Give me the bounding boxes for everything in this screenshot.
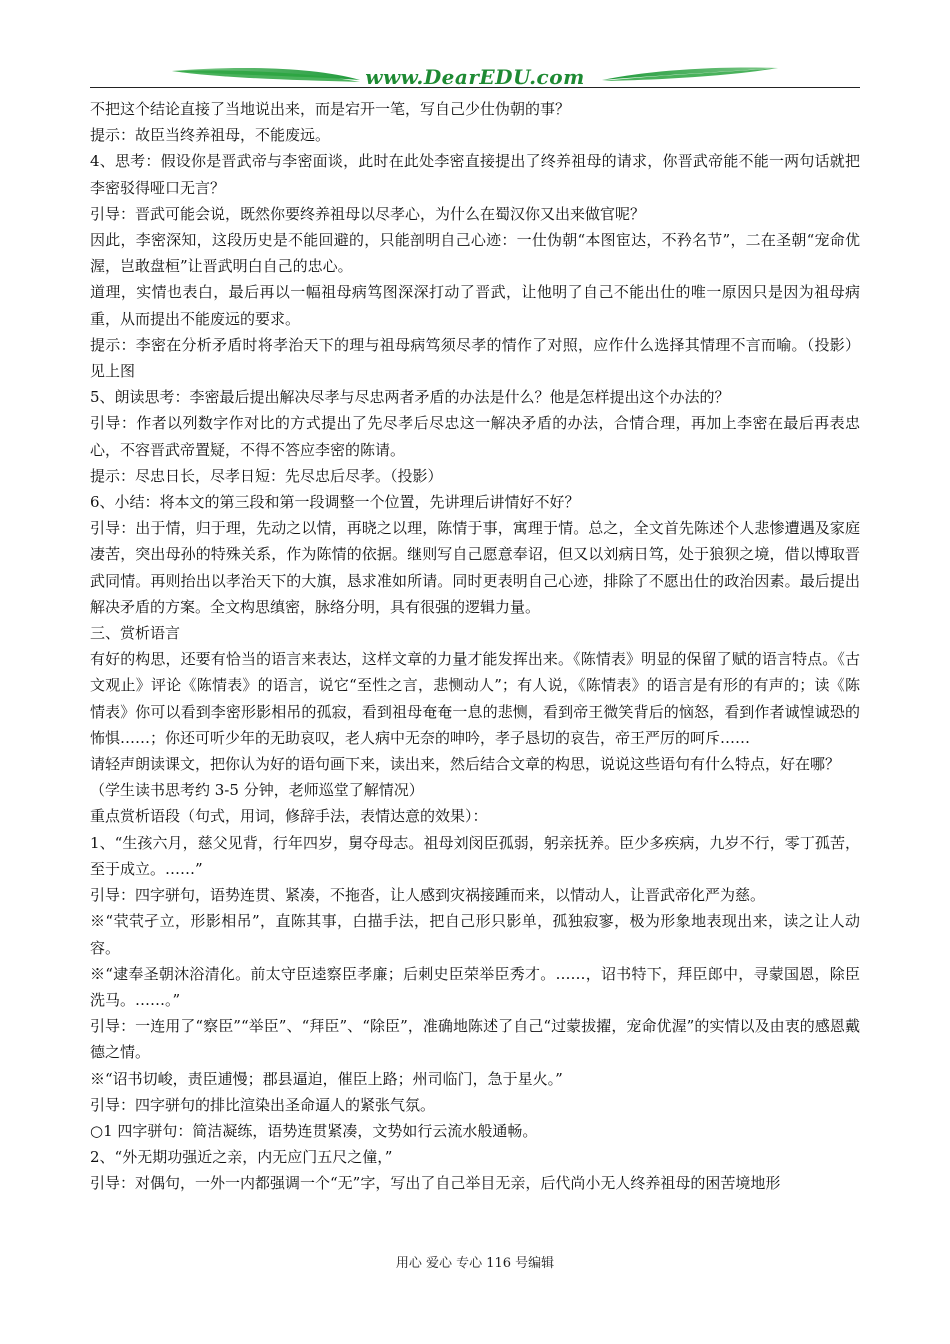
paragraph: 请轻声朗读课文，把你认为好的语句画下来，读出来，然后结合文章的构思，说说这些语句有什么特点，好在哪？ [90,755,841,774]
paragraph: 因此，李密深知，这段历史是不能回避的，只能剖明自己心迹：一仕伪朝“本图宦达，不矜名节”，二在圣朝“宠命优渥，岂敢盘桓”让晋武明白自己的忠心。 [90,231,860,276]
paragraph: 引导：四字骈句的排比渲染出圣命逼人的紧张气氛。 [90,1095,436,1114]
paragraph: 引导：对偶句，一外一内都强调一个“无”字，写出了自己举目无亲，后代尚小无人终养祖母的困苦境地形 [90,1174,781,1193]
paragraph: 2、“外无期功强近之亲，内无应门五尺之僮，” [90,1148,393,1167]
site-url-logo-text: www.DearEDU.com [365,65,585,89]
paragraph: 提示：故臣当终养祖母，不能废远。 [90,126,331,145]
paragraph: ※“逮奉圣朝沐浴清化。前太守臣逵察臣孝廉；后刺史臣荣举臣秀才。……，诏书特下，拜臣郎中，寻蒙国恩，除臣洗马。……。” [90,964,860,1009]
paragraph: 5、朗读思考：李密最后提出解决尽孝与尽忠两者矛盾的办法是什么？他是怎样提出这个办法的？ [90,388,730,407]
paragraph: 提示：李密在分析矛盾时将孝治天下的理与祖母病笃须尽孝的情作了对照，应作什么选择其情理不言而喻。（投影）见上图 [90,335,860,381]
paragraph: 重点赏析语段（句式，用词，修辞手法，表情达意的效果）： [90,807,488,826]
paragraph: 1、“生孩六月，慈父见背，行年四岁，舅夺母志。祖母刘闵臣孤弱，躬亲抚养。臣少多疾病，九岁不行，零丁孤苦，至于成立。……” [90,833,860,878]
paragraph: 引导：作者以列数字作对比的方式提出了先尽孝后尽忠这一解决矛盾的办法，合情合理，再加上李密在最后再表忠心，不容晋武帝置疑，不得不答应李密的陈请。 [90,414,860,459]
paragraph: ※“诏书切峻，责臣逋慢；郡县逼迫，催臣上路；州司临门，急于星火。” [90,1069,563,1088]
paragraph: 有好的构思，还要有恰当的语言来表达，这样文章的力量才能发挥出来。《陈情表》明显的保留了赋的语言特点。《古文观止》评论《陈情表》的语言，说它“至性之言，悲恻动人”；有人说，《陈情表》的语言是有形的有声的；读《陈情表》你可以看到李密形影相吊的孤寂，看到祖母奄奄一息的悲恻，看到帝王微笑背后的恼怒，看到作者诚惶诚恐的怖惧……；你还可听少年的无助哀叹，老人病中无奈的呻吟，孝子恳切的哀告，帝王严厉的呵斥…… [90,650,860,747]
paragraph: ○1 四字骈句：简洁凝练，语势连贯紧凑，文势如行云流水般通畅。 [90,1121,538,1140]
paragraph: 道理，实情也表白，最后再以一幅祖母病笃图深深打动了晋武，让他明了自己不能出仕的唯一原因只是因为祖母病重，从而提出不能废远的要求。 [90,283,860,328]
section-heading: 三、赏析语言 [90,624,181,643]
header-rule [90,87,860,88]
paragraph: 4、思考：假设你是晋武帝与李密面谈，此时在此处李密直接提出了终养祖母的请求，你晋武帝能不能一两句话就把李密驳得哑口无言？ [90,152,860,197]
paragraph: 引导：出于情，归于理，先动之以情，再晓之以理，陈情于事，寓理于情。总之，全文首先陈述个人悲惨遭遇及家庭凄苦，突出母孙的特殊关系，作为陈情的依据。继则写自己愿意奉诏，但又以刘病日笃，处于狼狈之境，借以博取晋武同情。再则抬出以孝治天下的大旗，恳求准如所请。同时更表明自己心迹，排除了不愿出仕的政治因素。最后提出解决矛盾的方案。全文构思缜密，脉络分明，具有很强的逻辑力量。 [90,519,860,616]
paragraph: 不把这个结论直接了当地说出来，而是宕开一笔，写自己少仕伪朝的事？ [90,100,571,118]
paragraph: 提示：尽忠日长，尽孝日短：先尽忠后尽孝。（投影） [90,466,443,485]
document-body [90,96,860,1197]
paragraph: 6、小结：将本文的第三段和第一段调整一个位置，先讲理后讲情好不好？ [90,493,580,512]
paragraph: 引导：四字骈句，语势连贯、紧凑，不拖沓，让人感到灾祸接踵而来，以情动人，让晋武帝化严为慈。 [90,886,766,905]
page-footer: 用心 爱心 专心 116 号编辑 [395,1256,555,1271]
paragraph: ※“茕茕孑立，形影相吊”，直陈其事，白描手法，把自己形只影单，孤独寂寥，极为形象地表现出来，读之让人动容。 [90,912,860,957]
paragraph: 引导：一连用了“察臣”“举臣”、“拜臣”、“除臣”，准确地陈述了自己“过蒙拔擢，宠命优渥”的实情以及由衷的感恩戴德之情。 [90,1017,860,1062]
paragraph: （学生读书思考约 3-5 分钟，老师巡堂了解情况） [90,781,424,800]
paragraph: 引导：晋武可能会说，既然你要终养祖母以尽孝心，为什么在蜀汉你又出来做官呢？ [90,204,646,223]
